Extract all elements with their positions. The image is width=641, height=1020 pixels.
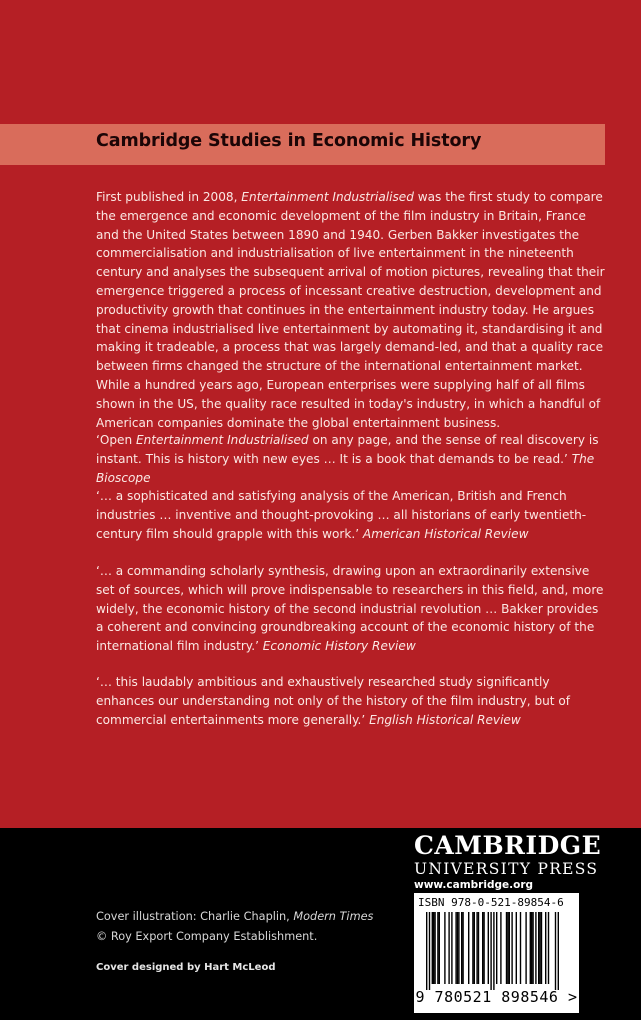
publisher-url: www.cambridge.org — [414, 879, 534, 891]
barcode-bar — [509, 912, 510, 984]
description-intro: First published in 2008, — [96, 190, 242, 204]
barcode-bar — [457, 912, 458, 984]
barcode-bar — [462, 912, 463, 984]
barcode-bar — [535, 912, 536, 984]
barcode-bar — [488, 912, 489, 984]
barcode-bar — [437, 912, 438, 984]
barcode-bar — [433, 912, 434, 984]
credit-film-title: Modern Times — [293, 910, 374, 923]
barcode-bar — [458, 912, 459, 984]
barcode-bar — [545, 912, 546, 984]
barcode-bar — [541, 912, 542, 984]
barcode-bar — [532, 912, 533, 984]
barcode-bar — [548, 912, 549, 984]
barcode-bar — [558, 912, 559, 990]
barcode-bar — [439, 912, 440, 984]
review-quote — [96, 431, 606, 487]
barcode-bar — [555, 912, 556, 990]
barcode-bar — [451, 912, 452, 984]
quote-source: Economic History Review — [262, 639, 416, 654]
barcode-bar — [426, 912, 427, 990]
publisher-logo-sub: UNIVERSITY PRESS — [414, 860, 599, 878]
barcode-bar — [493, 912, 494, 990]
quote-text: ‘Open — [96, 433, 136, 447]
review-quote — [96, 673, 606, 729]
designer-credit: Cover designed by Hart McLeod — [96, 962, 276, 973]
cover-illustration-credit — [96, 910, 373, 923]
barcode-bar — [444, 912, 445, 984]
barcode-bar — [455, 912, 456, 984]
quote-text: ‘… this laudably ambitious and exhaustively researched study significantly enhances our understanding not only of the history of the film industry, but of commercial entertainments more generally.’ — [96, 675, 571, 727]
review-quote — [96, 562, 606, 656]
barcode-bar — [538, 912, 539, 984]
barcode-bar — [507, 912, 508, 984]
barcode-bar — [483, 912, 484, 984]
barcode-bar — [461, 912, 462, 984]
credit-text: Cover illustration: Charlie Chaplin, — [96, 910, 294, 923]
isbn-number: ISBN 978-0-521-89854-6 — [418, 896, 564, 909]
quote-source: The Bioscope — [96, 451, 595, 485]
barcode-bar — [516, 912, 517, 984]
book-description — [96, 188, 606, 432]
barcode-bar — [476, 912, 477, 984]
description-body: was the first study to compare the emergence and economic development of the film industry in Britain, France and the United States between 1890 and 1940. Gerben Bakker investigates the commercialisation and industrialisation of live entertainment in the nineteenth century and analyses the subsequent arrival of motion pictures, revealing that their emergence triggered a process of incessant creative destruction, development and productivity growth that continues in the entertainment industry today. He argues that cinema industrialised live entertainment by automating it, standardising it and making it tradeable, a process that was largely demand-led, and that a quality race between firms changed the structure of the international entertainment market. While a hundred years ago, European enterprises were supplying half of all films shown in the US, the quality race resulted in today's industry, in which a handful of American companies dominate the global entertainment business. — [96, 190, 605, 430]
ean-digits: 9 780521 898546 > — [415, 988, 578, 1006]
barcode-bar — [511, 912, 512, 984]
review-quote — [96, 487, 606, 543]
barcode-bar — [525, 912, 526, 984]
copyright-notice: © Roy Export Company Establishment. — [96, 930, 318, 943]
quote-source: English Historical Review — [369, 712, 521, 727]
barcode-bar — [474, 912, 475, 984]
barcode-bar — [496, 912, 497, 984]
barcode-bar — [531, 912, 532, 984]
barcode-bar — [448, 912, 449, 984]
barcode-bar — [482, 912, 483, 984]
barcode-bar — [468, 912, 469, 984]
barcode-bar — [432, 912, 433, 984]
barcode-bars-icon — [426, 912, 567, 990]
quote-source: American Historical Review — [362, 526, 529, 541]
barcode-bar — [539, 912, 540, 984]
barcode — [414, 893, 579, 1013]
quote-text: ‘… a commanding scholarly synthesis, drawing upon an extraordinarily extensive set of sources, which will prove indispensable to researchers in this field, and, more widely, the economic history of the second industrial revolution … Bakker provides a coherent and convincing groundbreaking account of the economic history of the international film industry.’ — [96, 564, 604, 654]
book-title: Entertainment Industrialised — [241, 190, 414, 204]
barcode-bar — [472, 912, 473, 984]
quote-text: on any page, and the sense of real discovery is instant. This is history with new eyes … It is a book that demands to be read.’ — [96, 433, 599, 466]
quote-text: ‘… a sophisticated and satisfying analysis of the American, British and French industries … inventive and thought-provoking … all historians of early twentieth-century film should grapple with this work.’ — [96, 489, 587, 541]
series-title: Cambridge Studies in Economic History — [96, 131, 482, 151]
barcode-bar — [520, 912, 521, 984]
quote-book-title: Entertainment Industrialised — [136, 433, 309, 447]
barcode-bar — [490, 912, 491, 990]
barcode-bar — [434, 912, 435, 984]
barcode-bar — [429, 912, 430, 990]
publisher-logo-name: CAMBRIDGE — [414, 831, 602, 860]
barcode-bar — [530, 912, 531, 984]
barcode-bar — [500, 912, 501, 984]
barcode-bar — [506, 912, 507, 984]
barcode-bar — [478, 912, 479, 984]
